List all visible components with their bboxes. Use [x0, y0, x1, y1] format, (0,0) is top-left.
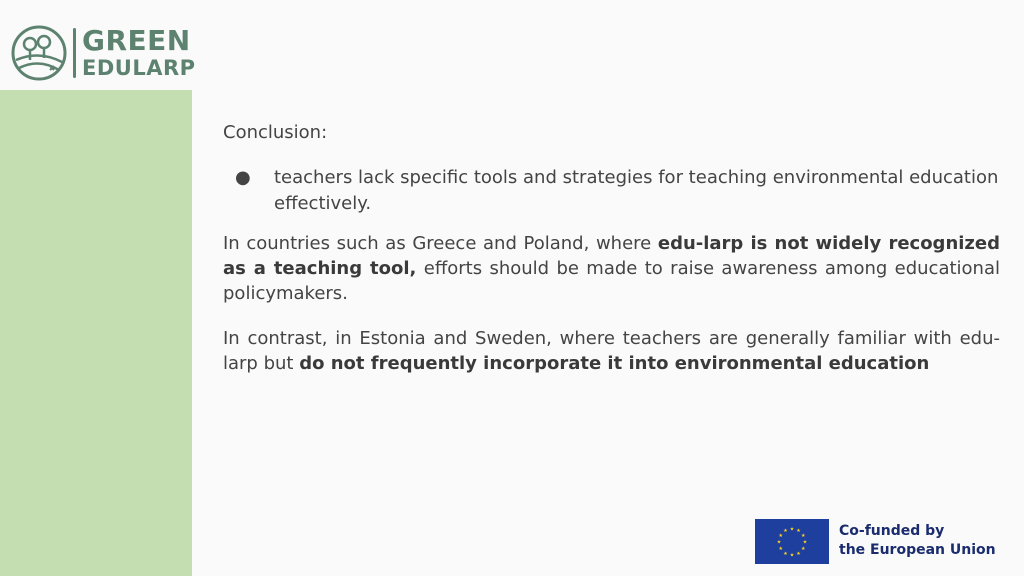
conclusion-heading: Conclusion:: [223, 122, 328, 143]
eu-star: ★: [789, 526, 795, 533]
eu-cofunded-badge: [755, 518, 1005, 566]
green-edularp-logo: [8, 22, 196, 86]
eu-line-2: the European Union: [839, 542, 996, 558]
para1-text-after: efforts should be made to raise awareness among educational policymakers.: [223, 258, 1000, 304]
eu-star: ★: [783, 528, 788, 535]
logo-divider: [73, 28, 76, 78]
bullet-item: [223, 165, 1000, 217]
eu-star: ★: [801, 533, 806, 539]
para1-text-before: In countries such as Greece and Poland, where: [223, 233, 658, 254]
eu-star: ★: [796, 550, 801, 557]
eu-line-1: Co-funded by: [839, 523, 945, 539]
eu-funding-text: [839, 522, 996, 560]
sidebar-panel: [0, 90, 192, 576]
eu-star: ★: [776, 539, 782, 546]
eu-star: ★: [802, 539, 808, 546]
para1-bold: edu-larp is not widely recognized as a teaching tool,: [223, 233, 1000, 279]
slide-content: [223, 120, 1000, 396]
eu-star: ★: [778, 533, 783, 539]
eu-star: ★: [801, 546, 806, 552]
paragraph-estonia-sweden: [223, 326, 1000, 376]
para2-text-before: In contrast, in Estonia and Sweden, where teachers are generally familiar with edu-larp but: [223, 328, 1000, 374]
eu-star: ★: [796, 528, 801, 535]
eu-flag-icon: [755, 519, 829, 564]
eu-star: ★: [783, 550, 788, 557]
bullet-text: teachers lack specific tools and strategies for teaching environmental education effectively.: [274, 167, 999, 214]
eu-star: ★: [778, 546, 783, 552]
para2-bold: do not frequently incorporate it into environmental education: [299, 353, 930, 374]
logo-wordmark-edularp: EDULARP: [82, 56, 196, 80]
paragraph-greece-poland: [223, 231, 1000, 306]
logo-wordmark-green: GREEN: [82, 24, 191, 57]
bullet-dot-icon: ●: [235, 167, 251, 188]
logo-emblem-icon: [10, 24, 68, 82]
eu-star: ★: [789, 552, 795, 559]
